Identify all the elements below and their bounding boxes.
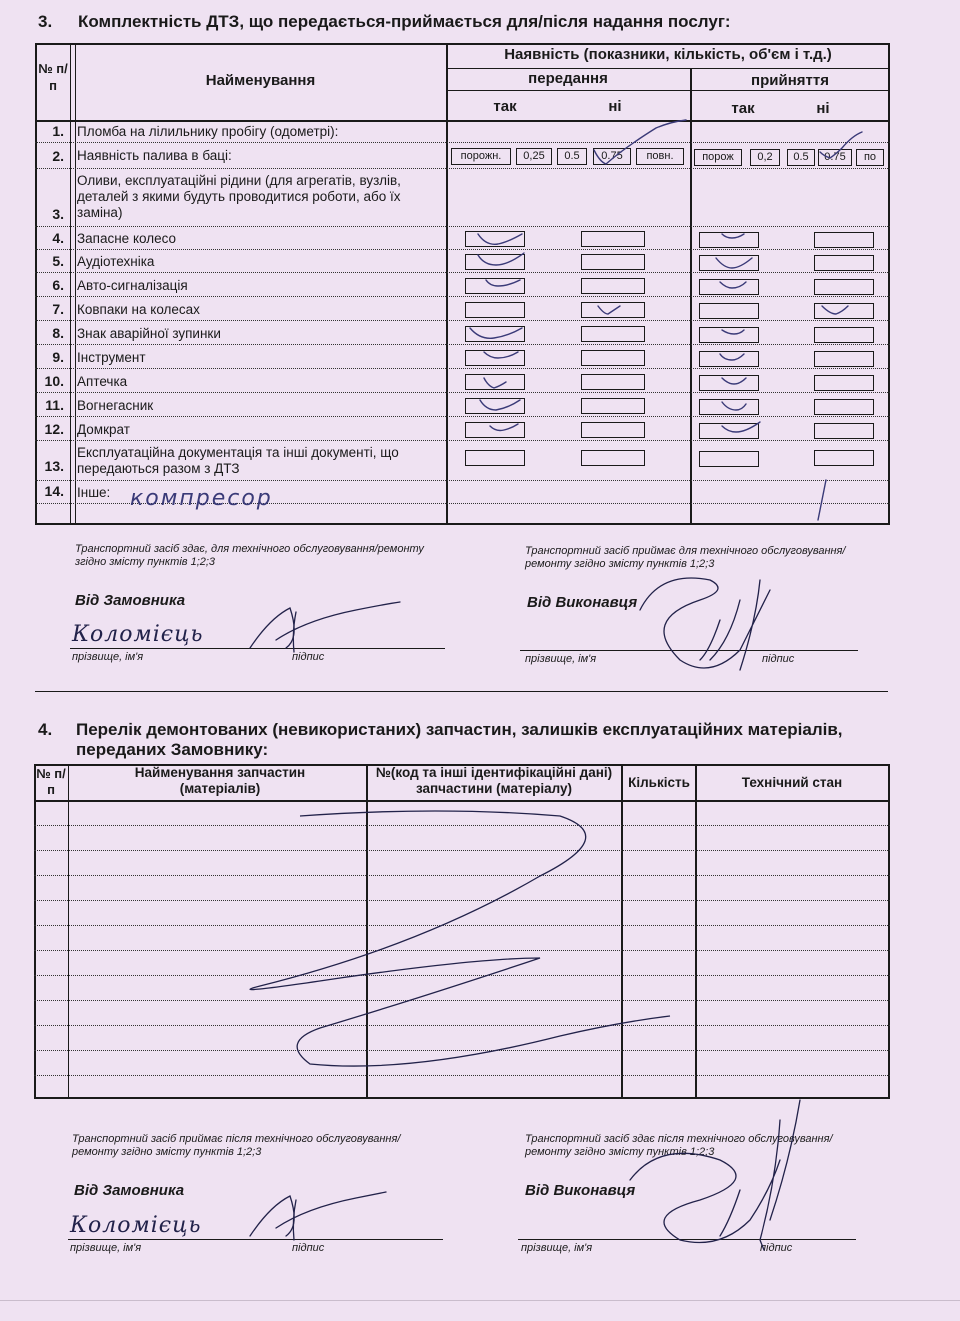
header-transfer: передання xyxy=(528,70,608,87)
checkbox[interactable] xyxy=(465,422,525,438)
header-accept: прийняття xyxy=(751,72,829,89)
checkbox[interactable] xyxy=(699,327,759,343)
fuel-transfer-option[interactable]: повн. xyxy=(636,148,684,165)
checkbox[interactable] xyxy=(581,422,645,438)
checkbox[interactable] xyxy=(814,375,874,391)
row-name: Інструмент xyxy=(77,350,146,365)
row-number: 12. xyxy=(44,421,64,437)
row-number: 8. xyxy=(52,325,64,341)
svg-text:Коломієць: Коломієць xyxy=(70,1213,202,1238)
row-name: Пломба на лілильнику пробігу (одометрі): xyxy=(77,124,339,139)
row-name: Ковпаки на колесах xyxy=(77,302,200,317)
section4-title: Перелік демонтованих (невикористаних) запчастин, залишків експлуатаційних матеріалів, переданих Замовнику: xyxy=(76,720,843,759)
fuel-accept-option[interactable]: по xyxy=(856,149,884,166)
header-transfer-yes: так xyxy=(493,98,517,115)
section4-number: 4. xyxy=(38,720,53,739)
row-name: Запасне колесо xyxy=(77,231,177,246)
row-number: 4. xyxy=(52,230,64,246)
header-accept-no: ні xyxy=(816,100,830,117)
checkbox[interactable] xyxy=(581,302,645,318)
checkbox[interactable] xyxy=(699,423,759,439)
checkbox[interactable] xyxy=(814,450,874,466)
checkbox[interactable] xyxy=(814,279,874,295)
header-name: Найменування xyxy=(205,72,316,89)
checkbox[interactable] xyxy=(465,278,525,294)
row-name: Аптечка xyxy=(77,374,128,389)
fuel-accept-option[interactable]: 0.75 xyxy=(818,149,852,166)
header-presence: Наявність (показники, кількість, об'єм і т.д.) xyxy=(504,46,832,63)
svg-text:компресор: компресор xyxy=(130,486,273,511)
sig2-right-name-label: прізвище, ім'я xyxy=(521,1242,593,1254)
checkbox[interactable] xyxy=(465,398,525,414)
row-number: 14. xyxy=(44,483,64,499)
row-name: Знак аварійної зупинки xyxy=(77,326,221,341)
checkbox[interactable] xyxy=(699,303,759,319)
fuel-transfer-option[interactable]: 0.5 xyxy=(557,148,587,165)
row-name: Авто-сигналізація xyxy=(77,278,188,293)
fuel-accept-option[interactable]: 0.5 xyxy=(787,149,815,166)
row-name: Оливи, експлуатаційні рідини (для агрегатів, вузлів, деталей з якими будуть проводитися роботи, або їх заміна) xyxy=(77,173,401,220)
checkbox[interactable] xyxy=(814,327,874,343)
checkbox[interactable] xyxy=(699,255,759,271)
sig2-left-name-label: прізвище, ім'я xyxy=(70,1242,142,1254)
checkbox[interactable] xyxy=(581,350,645,366)
checkbox[interactable] xyxy=(581,326,645,342)
checkbox[interactable] xyxy=(699,375,759,391)
checkbox[interactable] xyxy=(814,255,874,271)
s4-header-state: Технічний стан xyxy=(741,775,843,790)
s4-header-num: № п/п xyxy=(36,766,66,797)
checkbox[interactable] xyxy=(699,279,759,295)
checkbox[interactable] xyxy=(814,351,874,367)
sig2-left-from: Від Замовника xyxy=(74,1182,185,1199)
checkbox[interactable] xyxy=(465,350,525,366)
fuel-accept-option[interactable]: порож xyxy=(694,149,742,166)
row-name: Вогнегасник xyxy=(77,398,154,413)
fuel-transfer-option[interactable]: порожн. xyxy=(451,148,511,165)
checkbox[interactable] xyxy=(581,398,645,414)
checkbox[interactable] xyxy=(581,231,645,247)
sig2-left-caption: Транспортний засіб приймає після технічного обслуговування/ремонту згідно змісту пунктів 1;2;3 xyxy=(72,1133,401,1158)
checkbox[interactable] xyxy=(699,399,759,415)
checkbox[interactable] xyxy=(581,450,645,466)
row-name: Домкрат xyxy=(77,422,130,437)
checkbox[interactable] xyxy=(465,231,525,247)
checkbox[interactable] xyxy=(581,254,645,270)
header-accept-yes: так xyxy=(731,100,755,117)
checkbox[interactable] xyxy=(699,351,759,367)
checkbox[interactable] xyxy=(465,374,525,390)
sig1-right-caption: Транспортний засіб приймає для технічного обслуговування/ремонту згідно змісту пунктів 1;2;3 xyxy=(525,545,846,570)
checkbox[interactable] xyxy=(699,232,759,248)
checkbox[interactable] xyxy=(814,399,874,415)
row-number: 5. xyxy=(52,253,64,269)
row-name: Інше: xyxy=(77,485,111,500)
checkbox[interactable] xyxy=(814,232,874,248)
sig1-left-from: Від Замовника xyxy=(75,592,186,609)
row-name: Аудіотехніка xyxy=(77,254,155,269)
row-name: Експлуатаційна документація та інші документі, що передаються разом з ДТЗ xyxy=(77,445,399,476)
sig1-left-caption: Транспортний засіб здає, для технічного обслуговування/ремонту згідно змісту пунктів 1;2;3 xyxy=(75,543,424,568)
row-number: 9. xyxy=(52,349,64,365)
row-number: 13. xyxy=(44,458,64,474)
row-number: 7. xyxy=(52,301,64,317)
row-name: Наявність палива в баці: xyxy=(77,148,232,163)
checkbox[interactable] xyxy=(465,326,525,342)
row-number: 10. xyxy=(44,373,64,389)
checkbox[interactable] xyxy=(465,254,525,270)
sig1-left-sign-label: підпис xyxy=(292,651,325,663)
fuel-accept-option[interactable]: 0,2 xyxy=(750,149,780,166)
sig1-right-sign-label: підпис xyxy=(762,653,795,665)
header-num: № п/п xyxy=(38,61,68,93)
checkbox[interactable] xyxy=(814,423,874,439)
s4-header-qty: Кількість xyxy=(628,775,690,790)
s4-header-code: №(код та інші ідентифікаційні дані) запчастини (матеріалу) xyxy=(375,765,613,796)
fuel-transfer-option[interactable]: 0.75 xyxy=(593,148,631,165)
checkbox[interactable] xyxy=(814,303,874,319)
fuel-transfer-option[interactable]: 0,25 xyxy=(516,148,552,165)
sig1-right-from: Від Виконавця xyxy=(527,594,638,611)
sig2-right-from: Від Виконавця xyxy=(525,1182,636,1199)
sig1-left-name-label: прізвище, ім'я xyxy=(72,651,144,663)
row-number: 1. xyxy=(52,123,64,139)
row-number: 2. xyxy=(52,148,64,164)
sig2-right-sign-label: підпис xyxy=(760,1242,793,1254)
s4-header-name: Найменування запчастин (матеріалів) xyxy=(134,765,306,796)
checkbox[interactable] xyxy=(581,374,645,390)
row-number: 6. xyxy=(52,277,64,293)
checkbox[interactable] xyxy=(465,302,525,318)
row-number: 11. xyxy=(45,397,64,413)
checkbox[interactable] xyxy=(581,278,645,294)
svg-text:Коломієць: Коломієць xyxy=(72,622,204,647)
sig2-left-sign-label: підпис xyxy=(292,1242,325,1254)
sig2-right-caption: Транспортний засіб здає після технічного обслуговування/ремонту згідно змісту пунктів 1;2;3 xyxy=(525,1133,833,1158)
header-transfer-no: ні xyxy=(608,98,622,115)
section3-number: 3. xyxy=(38,12,53,31)
row-number: 3. xyxy=(52,206,64,222)
checkbox[interactable] xyxy=(465,450,525,466)
section3-title: Комплектність ДТЗ, що передається-приймається для/після надання послуг: xyxy=(78,12,731,31)
checkbox[interactable] xyxy=(699,451,759,467)
sig1-right-name-label: прізвище, ім'я xyxy=(525,653,597,665)
